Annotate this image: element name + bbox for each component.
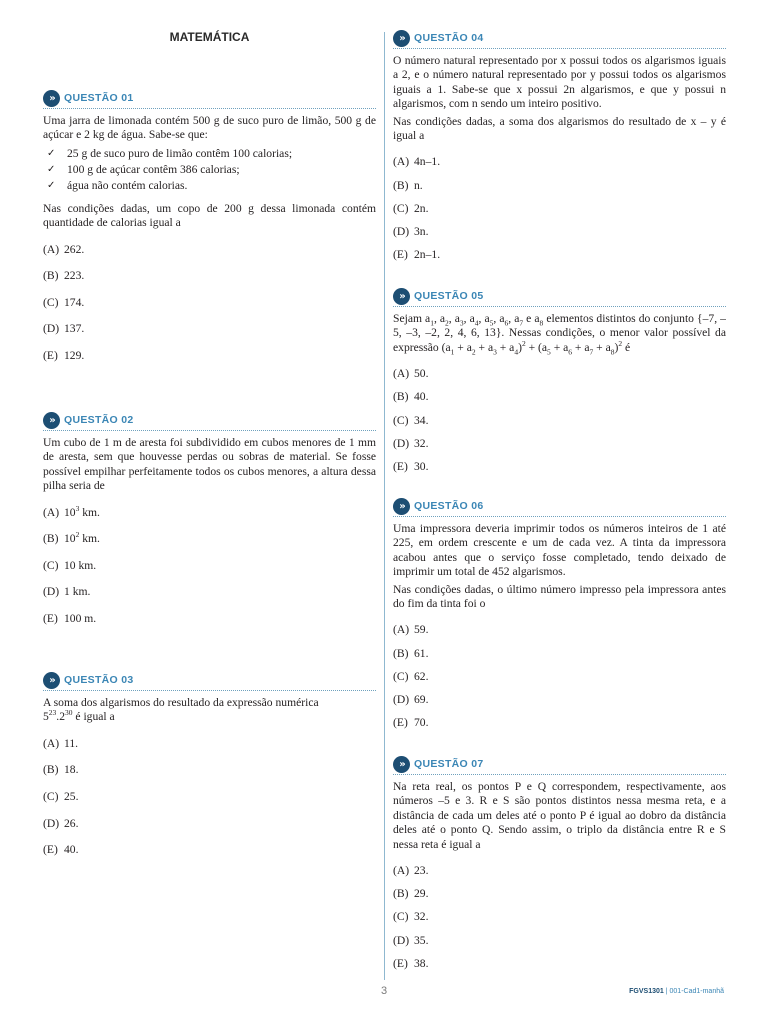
question-stem-continued: Nas condições dadas, o último número impresso pela impressora antes do fim da tinta foi o bbox=[393, 582, 726, 611]
option-e[interactable]: (E) 2n–1. bbox=[393, 248, 441, 262]
question-06 bbox=[393, 500, 726, 739]
option-a[interactable]: (A) 23. bbox=[393, 864, 429, 878]
option-c[interactable]: (C) 25. bbox=[43, 790, 79, 803]
option-b[interactable]: (B) 29. bbox=[393, 887, 429, 901]
option-c[interactable]: (C) 10 km. bbox=[43, 558, 97, 572]
checkmark-icon: ✓ bbox=[47, 179, 56, 191]
checkmark-icon: ✓ bbox=[47, 163, 56, 175]
exam-code: FGVS1301 | 001-Cad1-manhã bbox=[629, 988, 724, 995]
options-list bbox=[393, 623, 726, 730]
option-c[interactable]: (C) 2n. bbox=[393, 201, 429, 215]
option-b[interactable]: (B) 61. bbox=[393, 646, 429, 660]
option-a[interactable]: (A) 262. bbox=[43, 242, 85, 256]
options-list bbox=[43, 243, 376, 363]
option-b[interactable]: (B) 223. bbox=[43, 269, 85, 283]
option-d[interactable]: (D) 26. bbox=[43, 816, 79, 830]
option-c[interactable]: (C) 62. bbox=[393, 669, 429, 683]
options-list bbox=[43, 737, 376, 857]
question-header bbox=[43, 92, 376, 109]
question-header bbox=[43, 414, 376, 431]
double-chevron-icon: » bbox=[43, 90, 60, 107]
option-c[interactable]: (C) 34. bbox=[393, 413, 429, 427]
question-stem: Sejam $a_1$, $a_2$, $a_3$, $a_4$, $a_5$, $a_6$, $a_7$ e $a_8$ elementos distintos do conjunto {–7, –5, –3, –2, 2, 4, 6, 13}. Nessas condições, o menor valor possível da expressão $(a_1 + a_2 + a_3 + a_4)^2 + (a_5 + a_6 + a_7 + a_8)^2$ é bbox=[393, 312, 726, 357]
question-label: QUESTÃO 06 bbox=[414, 500, 484, 512]
double-chevron-icon: » bbox=[393, 30, 410, 47]
double-chevron-icon: » bbox=[393, 288, 410, 305]
question-label: QUESTÃO 01 bbox=[64, 92, 134, 104]
option-e[interactable]: (E) 70. bbox=[393, 716, 429, 730]
page-number: 3 bbox=[380, 985, 388, 997]
question-01 bbox=[43, 92, 376, 376]
options-list bbox=[393, 367, 726, 474]
options-list bbox=[393, 155, 726, 262]
option-e[interactable]: (E) 38. bbox=[393, 956, 429, 970]
question-stem: Na reta real, os pontos P e Q correspondem, respectivamente, aos números –5 e 3. R e S são pontos distintos nessa mesma reta, e a distância de cada um deles até o ponto P é igual ao dobro da distância deles até o ponto Q. Sendo assim, o triplo da distância entre R e S nessa reta é igual a bbox=[393, 780, 726, 851]
option-a[interactable]: (A) 4n–1. bbox=[393, 155, 441, 169]
list-item: ✓ água não contém calorias. bbox=[47, 178, 188, 192]
double-chevron-icon: » bbox=[43, 412, 60, 429]
question-header bbox=[393, 32, 726, 49]
question-03 bbox=[43, 674, 376, 870]
column-divider bbox=[384, 32, 385, 980]
question-07 bbox=[393, 758, 726, 980]
question-stem-continued: Nas condições dadas, a soma dos algarismos do resultado de x – y é igual a bbox=[393, 114, 726, 143]
option-d[interactable]: (D) 32. bbox=[393, 436, 429, 450]
option-b[interactable]: (B) $10^2$ km. bbox=[43, 530, 100, 546]
option-b[interactable]: (B) n. bbox=[393, 178, 423, 192]
double-chevron-icon: » bbox=[393, 756, 410, 773]
option-d[interactable]: (D) 69. bbox=[393, 693, 429, 706]
question-label: QUESTÃO 03 bbox=[64, 674, 134, 686]
question-stem: Uma jarra de limonada contém 500 g de suco puro de limão, 500 g de açúcar e 2 kg de água. Sabe-se que: bbox=[43, 114, 376, 142]
option-e[interactable]: (E) 129. bbox=[43, 349, 85, 362]
option-e[interactable]: (E) 30. bbox=[393, 459, 429, 473]
question-stem: A soma dos algarismos do resultado da expressão numérica $5^{23}.2^{30}$ é igual a bbox=[43, 696, 319, 724]
option-d[interactable]: (D) 35. bbox=[393, 933, 429, 947]
option-b[interactable]: (B) 18. bbox=[43, 763, 79, 777]
checkmark-icon: ✓ bbox=[47, 147, 56, 159]
options-list bbox=[43, 503, 376, 626]
option-e[interactable]: (E) 100 m. bbox=[43, 612, 97, 625]
option-a[interactable]: (A) 50. bbox=[393, 367, 429, 381]
check-list bbox=[43, 146, 376, 194]
double-chevron-icon: » bbox=[393, 498, 410, 515]
question-stem: O número natural representado por x possui todos os algarismos iguais a 2, e o número natural representado por y possui todos os algarismos iguais a 1. Sabe-se que x possui 2n algarismos, e que y possui n algarismos, com n sendo um inteiro positivo. bbox=[393, 54, 726, 111]
question-header bbox=[43, 674, 376, 691]
question-stem: Um cubo de 1 m de aresta foi subdividido em cubos menores de 1 mm de aresta, sem que houvesse perdas ou sobras de material. Se fosse possível empilhar perfeitamente todos os cubos menores, a altura dessa pilha seria de bbox=[43, 436, 376, 493]
option-d[interactable]: (D) 1 km. bbox=[43, 585, 91, 599]
subject-title: MATEMÁTICA bbox=[169, 30, 250, 44]
option-c[interactable]: (C) 174. bbox=[43, 295, 85, 309]
question-02 bbox=[43, 414, 376, 639]
options-list bbox=[393, 864, 726, 971]
option-d[interactable]: (D) 137. bbox=[43, 322, 85, 336]
list-item: ✓ 25 g de suco puro de limão contêm 100 calorias; bbox=[47, 146, 293, 160]
question-stem: Uma impressora deveria imprimir todos os números inteiros de 1 até 225, em ordem crescente e um de cada vez. A tinta da impressora acabou antes que o serviço fosse completado, tendo deixado de imprimir um total de 452 algarismos. bbox=[393, 522, 726, 579]
question-label: QUESTÃO 04 bbox=[414, 32, 484, 44]
question-label: QUESTÃO 02 bbox=[64, 414, 134, 426]
option-a[interactable]: (A) 11. bbox=[43, 736, 79, 750]
option-a[interactable]: (A) $10^3$ km. bbox=[43, 503, 100, 519]
option-e[interactable]: (E) 40. bbox=[43, 843, 79, 857]
option-a[interactable]: (A) 59. bbox=[393, 623, 429, 637]
question-header bbox=[393, 500, 726, 517]
question-header bbox=[393, 758, 726, 775]
question-label: QUESTÃO 05 bbox=[414, 290, 484, 302]
question-label: QUESTÃO 07 bbox=[414, 758, 484, 770]
question-header bbox=[393, 290, 726, 307]
double-chevron-icon: » bbox=[43, 672, 60, 689]
question-05 bbox=[393, 290, 726, 483]
list-item: ✓ 100 g de açúcar contêm 386 calorias; bbox=[47, 162, 240, 176]
option-c[interactable]: (C) 32. bbox=[393, 910, 429, 924]
question-04 bbox=[393, 32, 726, 271]
question-stem-continued: Nas condições dadas, um copo de 200 g dessa limonada contém quantidade de calorias igual a bbox=[43, 201, 376, 230]
option-b[interactable]: (B) 40. bbox=[393, 390, 429, 404]
option-d[interactable]: (D) 3n. bbox=[393, 225, 429, 238]
